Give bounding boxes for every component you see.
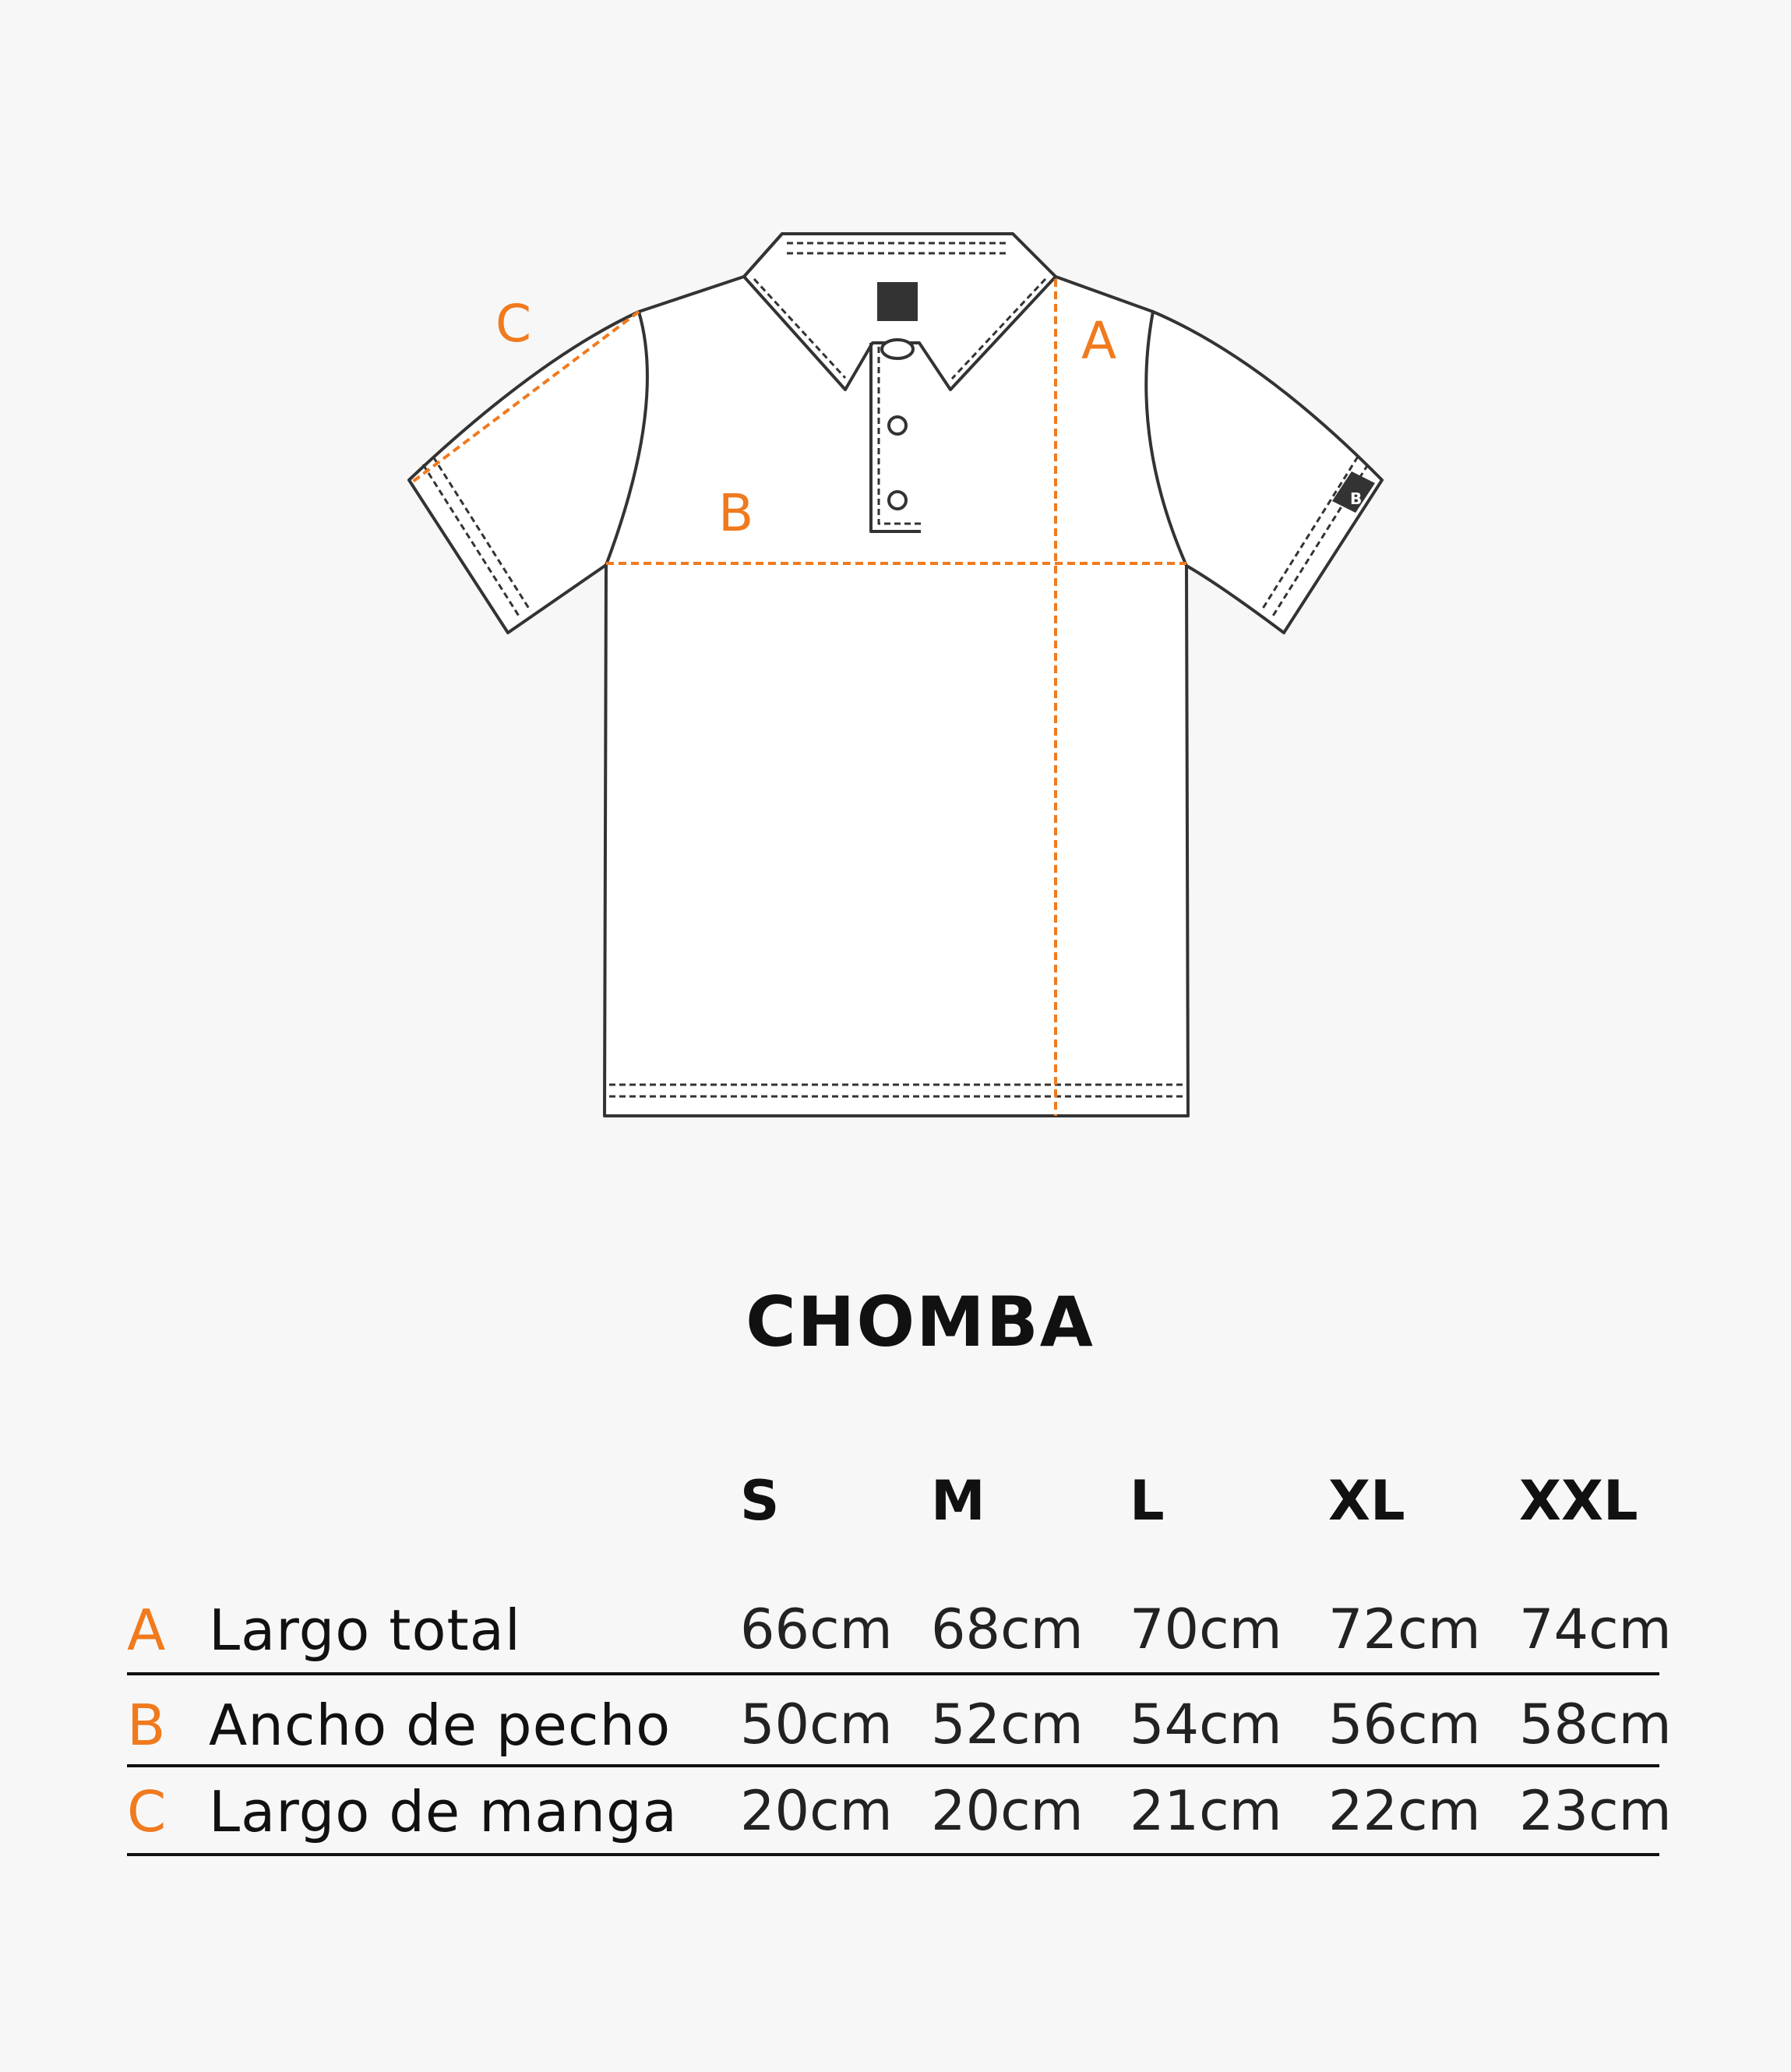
table-cell: 70cm <box>1130 1597 1282 1661</box>
table-row <box>0 1597 1791 1691</box>
size-chart-title: CHOMBA <box>746 1282 1095 1362</box>
table-cell: 54cm <box>1130 1693 1282 1756</box>
table-row <box>0 1693 1791 1786</box>
row-label: Largo total <box>209 1597 521 1663</box>
table-cell: 74cm <box>1519 1597 1672 1661</box>
table-cell: 20cm <box>931 1779 1084 1843</box>
row-letter: C <box>127 1779 167 1844</box>
neck-label <box>877 282 918 321</box>
row-letter: B <box>127 1693 166 1758</box>
row-divider <box>127 1853 1659 1856</box>
row-label: Ancho de pecho <box>209 1693 672 1758</box>
table-cell: 50cm <box>740 1693 893 1756</box>
table-cell: 21cm <box>1130 1779 1282 1843</box>
table-cell: 23cm <box>1519 1779 1672 1843</box>
row-divider <box>127 1672 1659 1675</box>
label-b: B <box>718 483 754 543</box>
svg-text:B: B <box>1350 489 1363 508</box>
table-row <box>0 1779 1791 1873</box>
size-header-xl: XL <box>1328 1469 1405 1533</box>
label-c: C <box>495 294 532 354</box>
table-cell: 22cm <box>1328 1779 1481 1843</box>
shirt-outline <box>409 234 1382 1116</box>
label-a: A <box>1081 311 1117 371</box>
row-label: Largo de manga <box>209 1779 678 1844</box>
table-cell: 20cm <box>740 1779 893 1843</box>
table-cell: 68cm <box>931 1597 1084 1661</box>
size-header-l: L <box>1130 1469 1165 1533</box>
table-cell: 52cm <box>931 1693 1084 1756</box>
table-cell: 56cm <box>1328 1693 1481 1756</box>
size-header-xxl: XXL <box>1519 1469 1638 1533</box>
table-cell: 72cm <box>1328 1597 1481 1661</box>
row-letter: A <box>127 1597 166 1663</box>
table-cell: 66cm <box>740 1597 893 1661</box>
size-header-s: S <box>740 1469 780 1533</box>
size-header-m: M <box>931 1469 985 1533</box>
row-divider <box>127 1764 1659 1767</box>
table-cell: 58cm <box>1519 1693 1672 1756</box>
